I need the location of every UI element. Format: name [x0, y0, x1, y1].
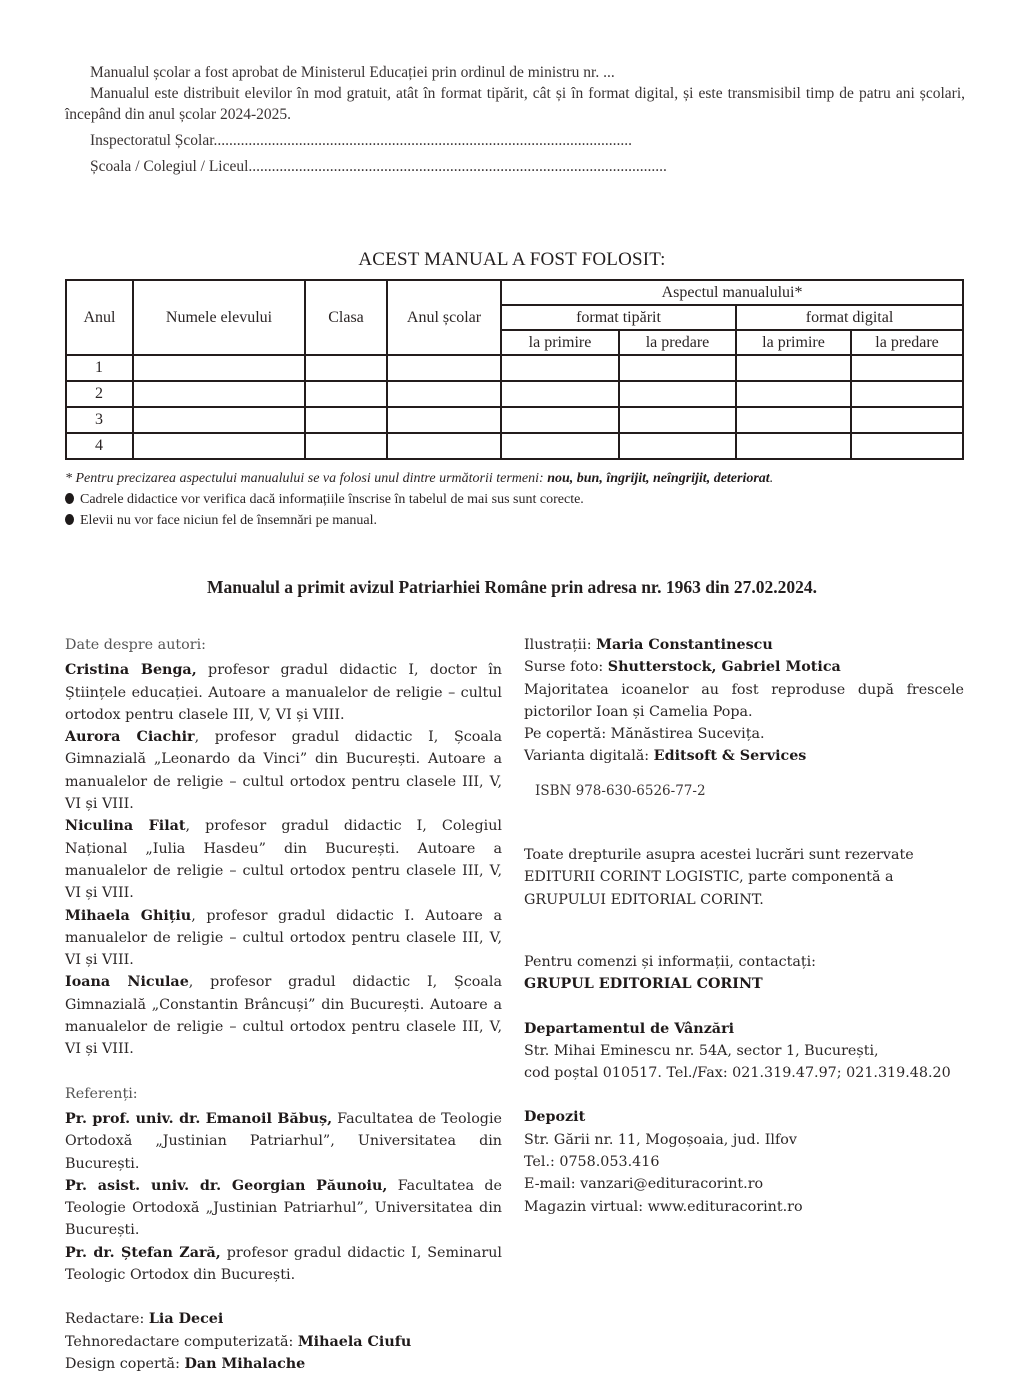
- referent-item: [65, 1175, 502, 1242]
- illustrations-label: Ilustrații:: [524, 637, 597, 653]
- isbn-label: ISBN: [535, 782, 572, 799]
- referent-desc: Facultatea de Teologie Ortodoxă „Justinian Patriarhul”, Universitatea din București.: [65, 1110, 502, 1172]
- author-name: Niculina Filat: [65, 818, 186, 835]
- credit-item: [65, 1331, 502, 1353]
- shop-line: [524, 1196, 964, 1218]
- right-column: [524, 634, 964, 1218]
- icons-note: Majoritatea icoanelor au fost reproduse după frescele pictorilor Ioan și Camelia Popa.: [524, 681, 964, 720]
- cell-tiparit-predare[interactable]: [619, 355, 736, 381]
- rights-block: [524, 844, 964, 911]
- depot-phone: Tel.: 0758.053.416: [524, 1154, 660, 1171]
- credit-item: [65, 1308, 502, 1330]
- shop-label: Magazin virtual:: [524, 1198, 648, 1215]
- photo-value: Shutterstock, Gabriel Motica: [607, 659, 841, 676]
- header-numele: Numele elevului: [133, 280, 305, 355]
- usage-table: [65, 279, 964, 460]
- credit-label: Tehnoredactare computerizată:: [65, 1333, 298, 1350]
- header-tiparit-primire: la primire: [501, 330, 619, 355]
- referent-name: Pr. prof. univ. dr. Emanoil Băbuș,: [65, 1110, 333, 1127]
- header-anul: Anul: [66, 280, 133, 355]
- header-format-tiparit: format tipărit: [501, 305, 736, 330]
- header-digital-predare: la predare: [851, 330, 963, 355]
- credit-value: Lia Decei: [148, 1311, 224, 1328]
- illustrations-value: Maria Constantinescu: [596, 637, 773, 653]
- cell-tiparit-primire[interactable]: [501, 433, 619, 459]
- bullet-icon: [65, 493, 74, 504]
- credit-value: Mihaela Ciufu: [297, 1333, 412, 1350]
- header-format-digital: format digital: [736, 305, 963, 330]
- author-name: Ioana Niculae: [65, 974, 189, 991]
- referent-desc: profesor gradul didactic I, Seminarul Teologic Ortodox din București.: [65, 1244, 502, 1284]
- cell-tiparit-primire[interactable]: [501, 381, 619, 407]
- author-name: Mihaela Ghițiu: [65, 907, 192, 924]
- sales-heading: Departamentul de Vânzări: [524, 1020, 735, 1037]
- cell-clasa[interactable]: [305, 407, 387, 433]
- cell-numele[interactable]: [133, 407, 305, 433]
- sales-address: Str. Mihai Eminescu nr. 54A, sector 1, București,: [524, 1042, 879, 1059]
- author-desc: , profesor gradul didactic I. Autoare a manualelor de religie – cultul ortodox pentru clasele III, V, VI și VIII.: [65, 907, 503, 969]
- cell-anul-scolar[interactable]: [387, 355, 501, 381]
- cell-digital-predare[interactable]: [851, 433, 963, 459]
- footnote-terms: nou, bun, îngrijit, neîngrijit, deteriorat: [547, 471, 770, 486]
- illustrations-credit: [524, 634, 964, 656]
- cell-anul-scolar[interactable]: [387, 433, 501, 459]
- header-aspect: Aspectul manualului*: [501, 280, 963, 305]
- scoala-label: Școala / Colegiul / Liceul: [90, 158, 249, 175]
- cell-tiparit-primire[interactable]: [501, 355, 619, 381]
- cell-digital-predare[interactable]: [851, 407, 963, 433]
- photo-credit: [524, 656, 964, 678]
- note-text: Cadrele didactice vor verifica dacă informațiile înscrise în tabelul de mai sus sunt corecte.: [80, 492, 584, 507]
- cell-digital-predare[interactable]: [851, 381, 963, 407]
- author-desc: profesor gradul didactic I, doctor în Științele educației. Autoare a manualelor de religie – cultul ortodox pentru clasele III, V, VI și VIII.: [65, 662, 503, 723]
- digital-value: Editsoft & Services: [653, 748, 807, 765]
- scoala-fill[interactable]: ............................................................................................................: [248, 158, 667, 175]
- footnote-suffix: .: [769, 471, 774, 486]
- table-notes: [65, 468, 965, 531]
- cell-tiparit-predare[interactable]: [619, 381, 736, 407]
- referent-name: Pr. dr. Ștefan Zară,: [65, 1244, 221, 1261]
- author-desc: , profesor gradul didactic I, Școala Gimnazială „Constantin Brâncuși” din București. Autoare a manualelor de religie – cultul ortodox pentru clasele III, V, VI și VIII.: [65, 974, 502, 1058]
- cell-numele[interactable]: [133, 355, 305, 381]
- cell-tiparit-predare[interactable]: [619, 433, 736, 459]
- referents-heading: Referenți:: [65, 1085, 138, 1102]
- table-row: [66, 433, 963, 459]
- author-desc: , profesor gradul didactic I, Colegiul Național „Iulia Hasdeu” din București. Autoare a manualelor de religie – cultul ortodox pentru clasele III, V, VI și VIII.: [65, 818, 503, 902]
- cell-anul-scolar[interactable]: [387, 381, 501, 407]
- header-anul-scolar: Anul școlar: [387, 280, 501, 355]
- cell-digital-primire[interactable]: [736, 407, 851, 433]
- cell-anul: 1: [66, 355, 133, 381]
- note-item: [65, 510, 965, 531]
- credit-label: Design copertă:: [65, 1355, 185, 1372]
- isbn: [524, 780, 964, 802]
- header-clasa: Clasa: [305, 280, 387, 355]
- intro-block: [65, 62, 965, 178]
- usage-table-title: ACEST MANUAL A FOST FOLOSIT:: [358, 249, 666, 270]
- note-text: Elevii nu vor face niciun fel de însemnări pe manual.: [80, 513, 378, 528]
- cell-clasa[interactable]: [305, 381, 387, 407]
- author-item: [65, 726, 502, 815]
- author-name: Cristina Benga,: [65, 662, 197, 679]
- cell-clasa[interactable]: [305, 433, 387, 459]
- cover-note: Pe copertă: Mănăstirea Sucevița.: [524, 726, 765, 743]
- cell-digital-primire[interactable]: [736, 381, 851, 407]
- digital-credit: [524, 745, 964, 767]
- sales-phone: cod poștal 010517. Tel./Fax: 021.319.47.97; 021.319.48.20: [524, 1065, 951, 1082]
- approval-text: Manualul școlar a fost aprobat de Ministerul Educației prin ordinul de ministru nr. ...: [90, 64, 615, 81]
- table-row: [66, 381, 963, 407]
- credit-label: Redactare:: [65, 1311, 149, 1328]
- author-item: [65, 659, 502, 726]
- table-row: [66, 407, 963, 433]
- cell-clasa[interactable]: [305, 355, 387, 381]
- author-item: [65, 971, 502, 1060]
- inspectorat-label: Inspectoratul Școlar: [90, 132, 214, 149]
- cell-numele[interactable]: [133, 433, 305, 459]
- rights-line: Toate drepturile asupra acestei lucrări sunt rezervate: [524, 847, 914, 864]
- author-item: [65, 815, 502, 904]
- cell-tiparit-primire[interactable]: [501, 407, 619, 433]
- header-tiparit-predare: la predare: [619, 330, 736, 355]
- note-item: [65, 489, 965, 510]
- depot-heading: Depozit: [524, 1109, 586, 1126]
- credits-left: [65, 1308, 502, 1375]
- table-row: [66, 355, 963, 381]
- email-link[interactable]: vanzari@edituracorint.ro: [580, 1176, 764, 1193]
- bullet-icon: [65, 514, 74, 525]
- cell-digital-primire[interactable]: [736, 355, 851, 381]
- header-digital-primire: la primire: [736, 330, 851, 355]
- isbn-value: 978-630-6526-77-2: [575, 782, 706, 799]
- cell-anul: 3: [66, 407, 133, 433]
- shop-link[interactable]: www.edituracorint.ro: [647, 1198, 803, 1215]
- cell-numele[interactable]: [133, 381, 305, 407]
- author-name: Aurora Ciachir: [65, 729, 195, 746]
- email-line: [524, 1173, 964, 1195]
- contact-block: [524, 951, 964, 1218]
- footnote: [65, 468, 965, 489]
- contact-intro: Pentru comenzi și informații, contactați:: [524, 953, 816, 970]
- left-column: [65, 634, 502, 1375]
- cell-anul: 2: [66, 381, 133, 407]
- patriarchy-approval: Manualul a primit avizul Patriarhiei Române prin adresa nr. 1963 din 27.02.2024.: [206, 577, 818, 597]
- author-item: [65, 905, 502, 972]
- credit-item: [65, 1353, 502, 1375]
- referent-name: Pr. asist. univ. dr. Georgian Păunoiu,: [65, 1177, 388, 1194]
- depot-address: Str. Gării nr. 11, Mogoșoaia, jud. Ilfov: [524, 1131, 797, 1148]
- credit-value: Dan Mihalache: [184, 1355, 306, 1372]
- author-desc: , profesor gradul didactic I, Școala Gimnazială „Leonardo da Vinci” din București. Autoare a manualelor de religie – cultul ortodox pentru clasele III, V, VI și VIII.: [65, 729, 502, 813]
- cell-anul: 4: [66, 433, 133, 459]
- email-label: E-mail:: [524, 1176, 581, 1193]
- inspectorat-fill[interactable]: ............................................................................................................: [213, 132, 633, 149]
- scoala-line: [65, 155, 965, 178]
- referent-item: [65, 1242, 502, 1287]
- inspectorat-line: [65, 129, 965, 152]
- footnote-text: * Pentru precizarea aspectului manualului se va folosi unul dintre următorii termeni:: [65, 471, 548, 486]
- cell-anul-scolar[interactable]: [387, 407, 501, 433]
- cell-digital-primire[interactable]: [736, 433, 851, 459]
- cell-digital-predare[interactable]: [851, 355, 963, 381]
- rights-line: EDITURII CORINT LOGISTIC, parte componentă a: [524, 869, 894, 886]
- photo-label: Surse foto:: [524, 659, 608, 676]
- authors-heading: Date despre autori:: [65, 637, 206, 653]
- cell-tiparit-predare[interactable]: [619, 407, 736, 433]
- referent-item: [65, 1108, 502, 1175]
- contact-group: GRUPUL EDITORIAL CORINT: [524, 976, 763, 993]
- digital-label: Varianta digitală:: [524, 748, 654, 765]
- rights-line: GRUPULUI EDITORIAL CORINT.: [524, 891, 764, 908]
- referent-desc: Facultatea de Teologie Ortodoxă „Justinian Patriarhul”, Universitatea din București.: [65, 1177, 502, 1239]
- distribution-text: Manualul este distribuit elevilor în mod gratuit, atât în format tipărit, cât și în format digital, și este transmisibil timp de patru ani școlari, începând din anul școlar 2024-2025.: [65, 85, 965, 123]
